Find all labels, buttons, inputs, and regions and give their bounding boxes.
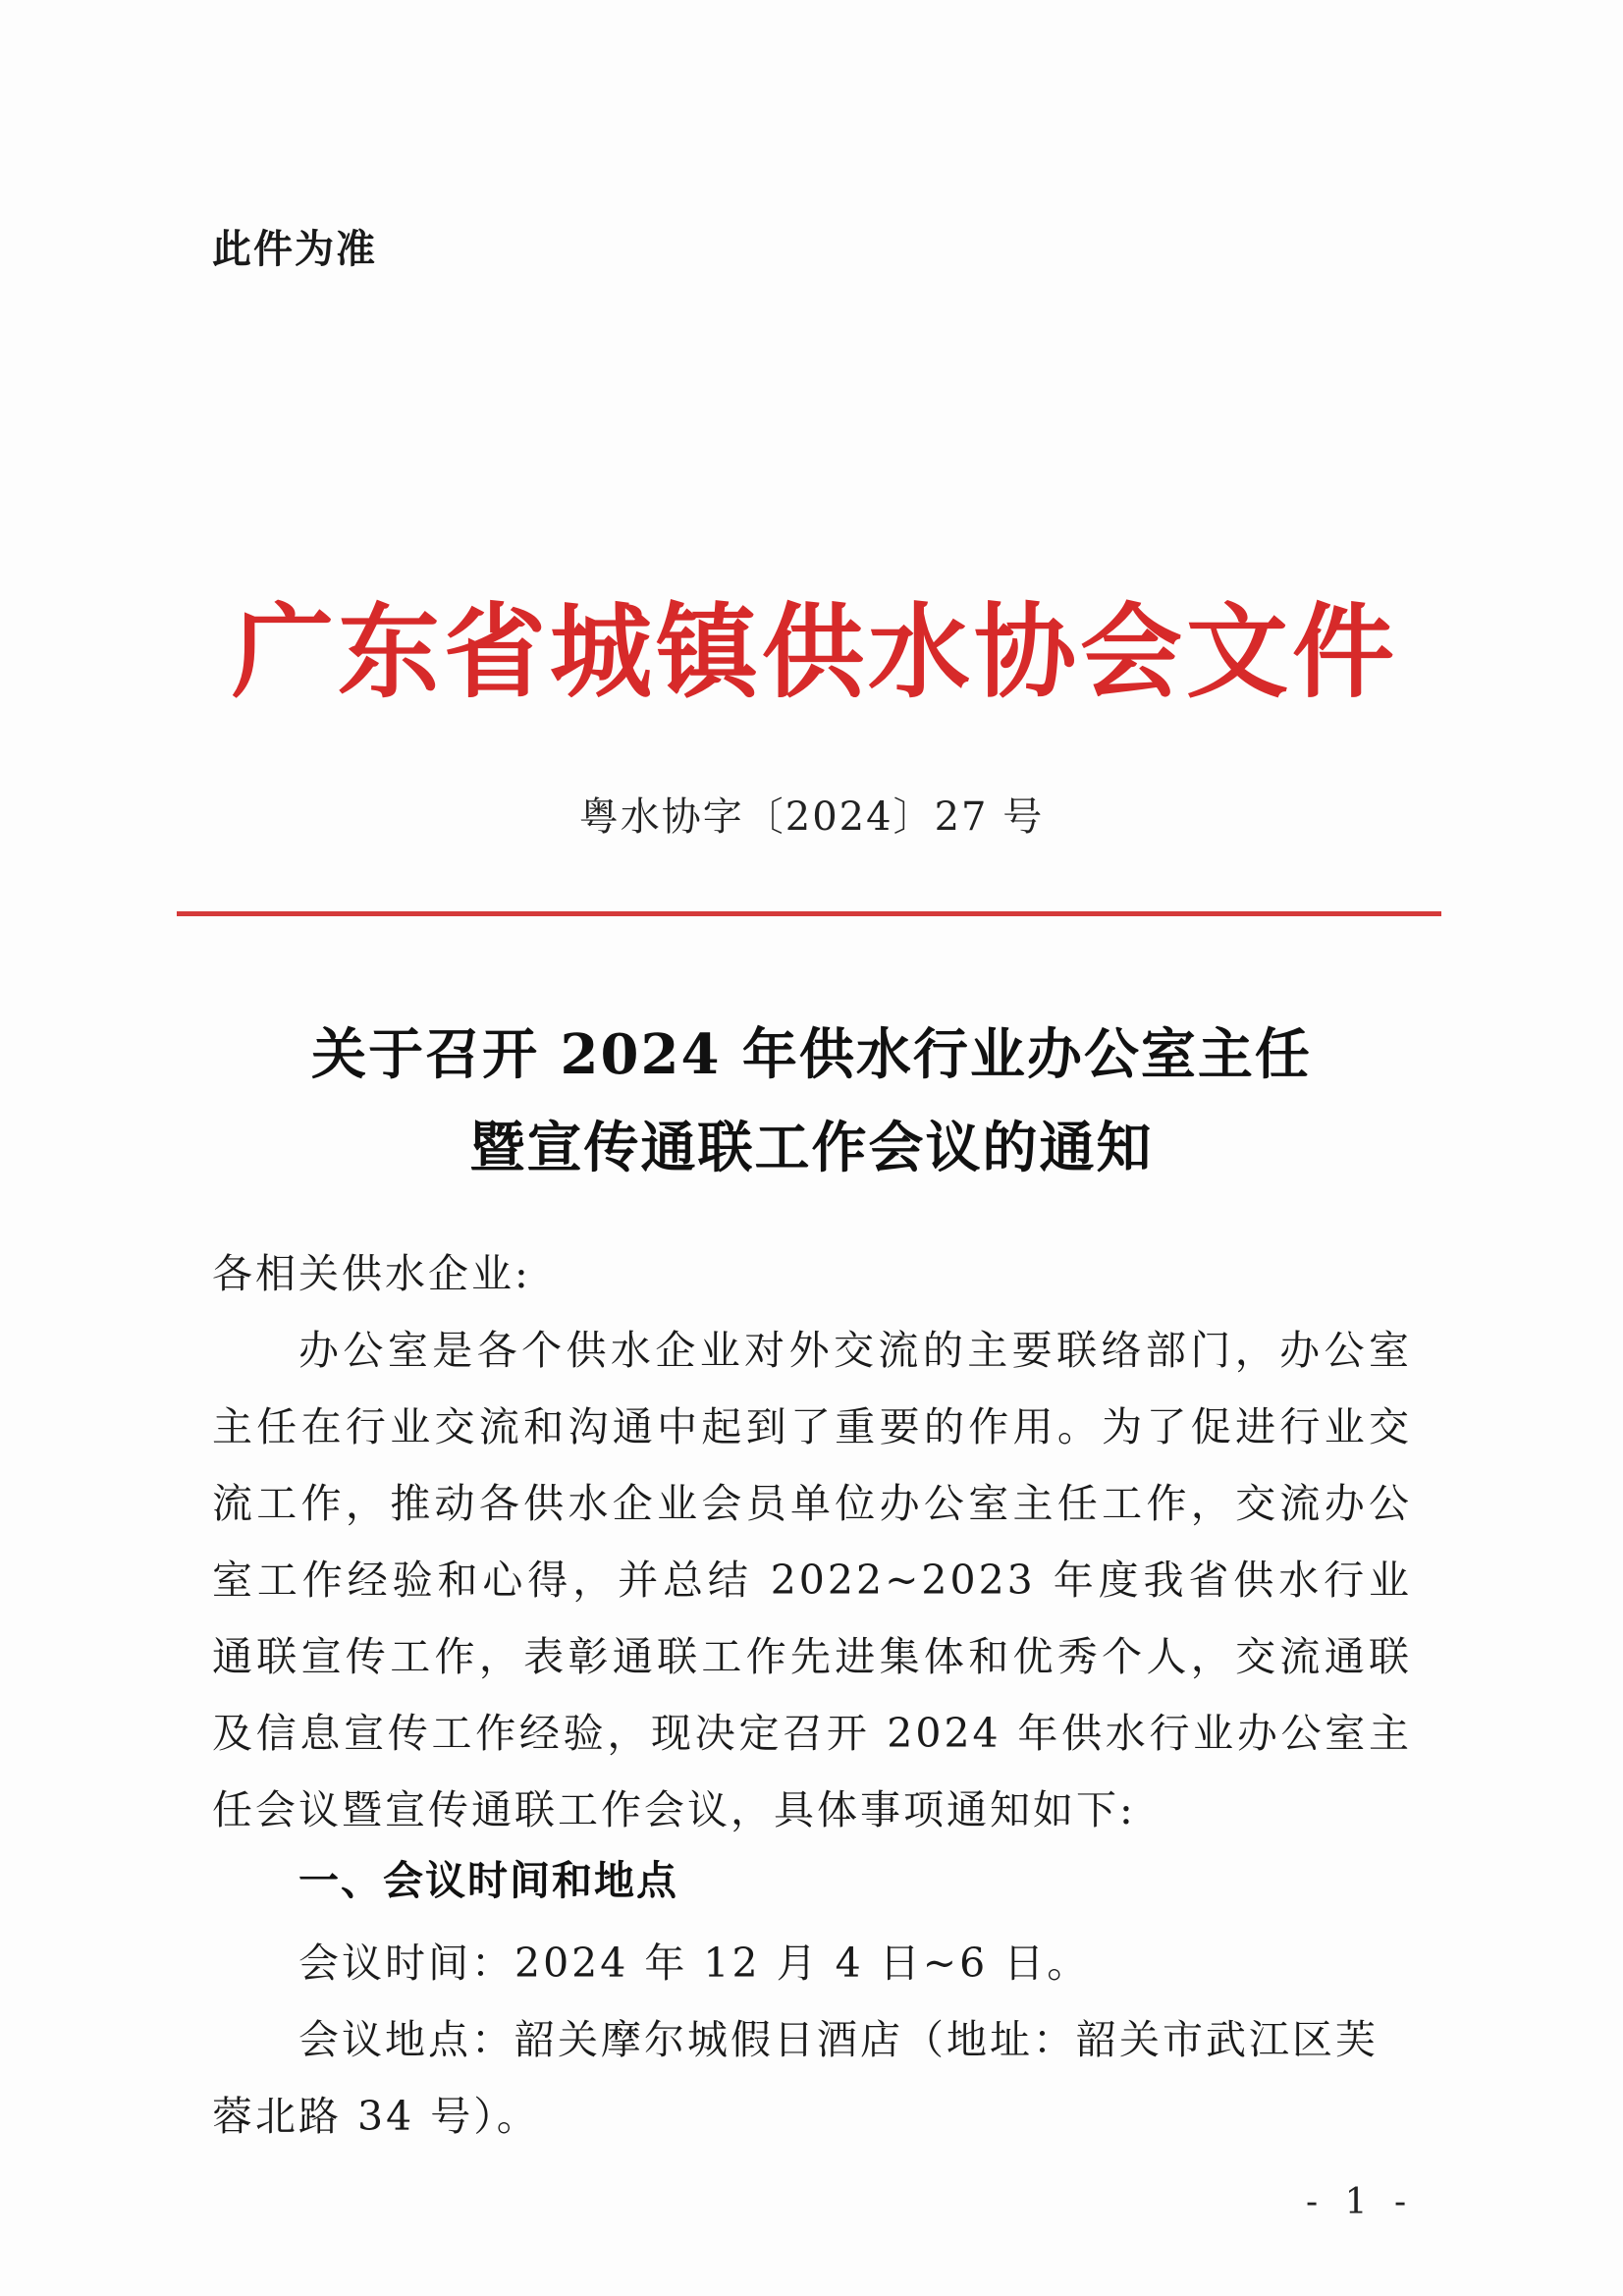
section-heading: 一、会议时间和地点 — [298, 1857, 678, 1904]
meeting-place: 会议地点：韶关摩尔城假日酒店（地址：韶关市武江区芙蓉北路 34 号）。 — [212, 2016, 1379, 2140]
body-paragraph: 办公室是各个供水企业对外交流的主要联络部门，办公室主任在行业交流和沟通中起到了重要的作用。为了促进行业交流工作，推动各供水企业会员单位办公室主任工作，交流办公室工作经验和心得，并总结 2022~2023 年度我省供水行业通联宣传工作，表彰通联工作先进集体和优秀个人，交流通联及信息宣传工作经验，现决定召开 2024 年供水行业办公室主任会议暨宣传通联工作会议，具体事项通知如下: — [212, 1327, 1412, 1833]
notice-title-line-1: 关于召开 2024 年供水行业办公室主任 — [311, 1022, 1312, 1087]
page-number: - 1 - — [1306, 2182, 1415, 2222]
stamp-note: 此件为准 — [212, 227, 377, 272]
red-divider-rule — [177, 911, 1441, 916]
document-number: 粤水协字〔2024〕27 号 — [578, 794, 1045, 840]
meeting-time: 会议时间：2024 年 12 月 4 日~6 日。 — [298, 1940, 1091, 1987]
salutation: 各相关供水企业: — [212, 1250, 531, 1297]
notice-title-line-2: 暨宣传通联工作会议的通知 — [469, 1116, 1154, 1180]
issuer-title: 广东省城镇供水协会文件 — [231, 591, 1398, 712]
